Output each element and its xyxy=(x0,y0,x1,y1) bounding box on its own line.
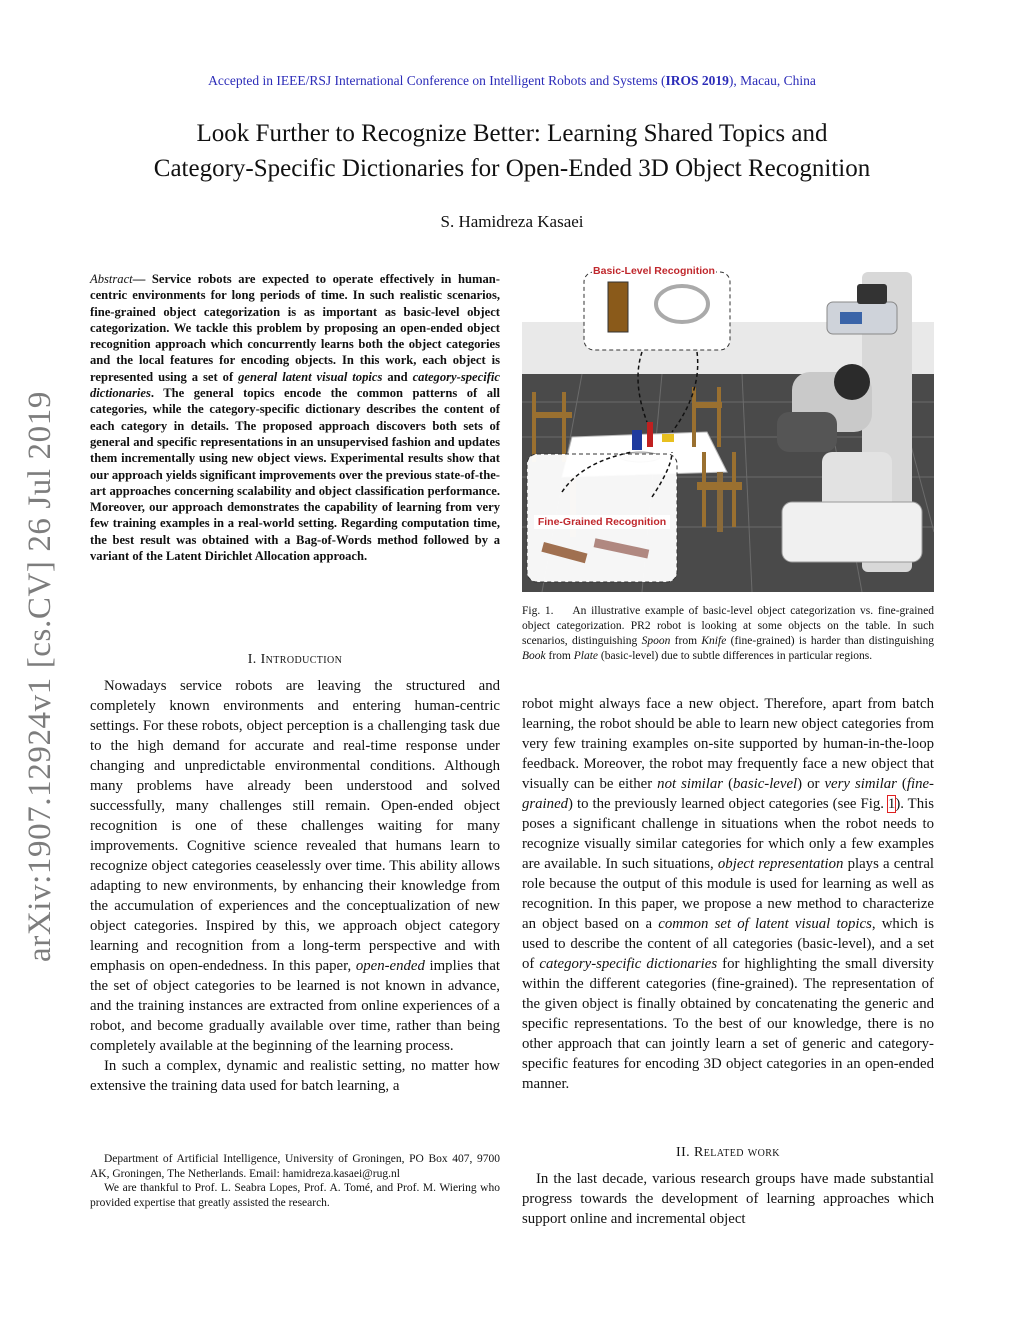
abstract xyxy=(90,271,500,564)
section-heading-related-work: II. Related work xyxy=(676,1145,780,1160)
caption-italic-spoon: Spoon xyxy=(641,635,671,647)
abstract-text-3: . The general topics encode the common patterns of all categories, while the category-specific dictionary describes the content of each category in details. The proposed approach discovers both sets of general and specific representations in an unsupervised fashion and updates them incrementally using new object views. Experimental results show that our approach yields significant improvements over the previous state-of-the-art approaches concerning scalability and object classification performance. Moreover, our approach demonstrates the capability of learning from very few training examples in a real-world setting. Regarding computation time, the best result was obtained with a Bag-of-Words method followed by a variant of the Latent Dirichlet Allocation approach. xyxy=(90,386,500,564)
intro-paragraph-2: In such a complex, dynamic and realistic setting, no matter how extensive the training data used for batch learning, a xyxy=(90,1058,500,1094)
basic-level-label: Basic-Level Recognition xyxy=(593,265,715,277)
title-line-2: Category-Specific Dictionaries for Open-Ended 3D Object Recognition xyxy=(153,155,871,182)
caption-text-3: (fine-grained) is harder than distinguishing xyxy=(726,635,934,647)
rc-text-1: robot might always face a new object. Therefore, apart from batch learning, the robot should be able to learn new object categories from very few training examples on-site supported by human-in-the-loop feedback. Moreover, the robot may frequently face a new object that visually can be either xyxy=(522,696,934,792)
abstract-italic-2: category-specific dictionaries xyxy=(90,369,500,401)
intro-p1-text-a: Nowadays service robots are leaving the structured and completely known environments and entering human-centric settings. For these robots, object perception is a challenging task due to the high demand for accurate and real-time response under changing and unpredictable environmental conditions. Although many problems have already been understood and solved successfully, many challenges still remain. Open-ended object recognition is one of these challenges waiting for many improvements. Cognitive science revealed that humans learn to recognize object categories ceaselessly over time. This ability allows adapting to new environments, by enhancing their knowledge from the accumulation of experiences and the conceptualization of new object categories. Inspired by this, we approach object category learning and recognition from a long-term perspective and with emphasis on open-endedness. In this paper, xyxy=(90,678,500,974)
rc-italic-basic-level: basic-level xyxy=(733,776,798,792)
fine-grained-label: Fine-Grained Recognition xyxy=(537,516,667,528)
footnote-acknowledgement: We are thankful to Prof. L. Seabra Lopes, Prof. A. Tomé, and Prof. M. Wiering who provided expertise that greatly assisted the research. xyxy=(90,1182,500,1209)
introduction-body xyxy=(90,676,500,1096)
rc-text-3: ) or xyxy=(797,776,825,792)
caption-prefix: Fig. 1. xyxy=(522,605,554,617)
rc-text-5: ) to the previously learned object categories (see Fig. xyxy=(568,796,888,812)
caption-italic-book: Book xyxy=(522,650,546,662)
rc-italic-not-similar: not similar xyxy=(657,776,724,792)
paper-title xyxy=(80,116,944,186)
abstract-text-1: Service robots are expected to operate effectively in human-centric environments for long periods of time. In such realistic scenarios, fine-grained object categorization is as important as basic-level object categorization. We tackle this problem by proposing an open-ended object recognition approach which concurrently learns both the object categories and the local features for encoding objects. In this work, each object is represented using a set of xyxy=(90,272,500,384)
rc-italic-common-set: common set of latent visual topics xyxy=(658,916,872,932)
rc-text-6: ). This poses a significant challenge in situations when the robot needs to recognize visually similar categories for which only a few examples are available. In such situations, xyxy=(522,796,934,872)
abstract-italic-1: general latent visual topics xyxy=(238,369,383,384)
figure-caption xyxy=(522,604,934,664)
abstract-label: Abstract xyxy=(90,272,133,286)
caption-text-2: from xyxy=(670,635,702,647)
rc-text-7: plays a central role because the output of this module is used for learning as well as recognition. In this paper, we propose a new method to characterize an object based on a xyxy=(522,856,935,932)
rc-italic-category-specific: category-specific dictionaries xyxy=(539,956,718,972)
abstract-dash: — xyxy=(132,272,152,286)
rc-text-8: , which is used to describe the content of all categories (basic-level), and a set of xyxy=(522,916,934,972)
conference-text-pre: Accepted in IEEE/RSJ International Conference on Intelligent Robots and Systems ( xyxy=(208,73,666,88)
figure-illustration xyxy=(522,262,934,592)
caption-italic-plate: Plate xyxy=(573,650,599,662)
rc-italic-very-similar: very similar xyxy=(824,776,897,792)
rc-italic-fine-grained: fine-grained xyxy=(522,776,934,812)
caption-text-4: from xyxy=(545,650,574,662)
arxiv-stamp: arXiv:1907.12924v1 [cs.CV] 26 Jul 2019 xyxy=(22,391,58,962)
book-icon xyxy=(608,282,628,332)
rc-text-2: ( xyxy=(723,776,734,792)
intro-p1-italic: open-ended xyxy=(355,958,425,974)
conference-acronym: IROS 2019 xyxy=(665,73,729,88)
abstract-text-2: and xyxy=(382,369,413,384)
intro-p1-text-b: implies that the set of object categories to be learned is not known in advance, and the training instances are extracted from online experiences of a robot, and become gradually available over time, rather than being completely available at the beginning of the learning process. xyxy=(90,958,500,1054)
caption-text-5: (basic-level) due to subtle differences in particular regions. xyxy=(598,650,873,662)
footnote-affiliation: Department of Artificial Intelligence, University of Groningen, PO Box 407, 9700 AK, Groningen, The Netherlands. Email: hamidreza.kasaei@rug.nl xyxy=(90,1153,500,1180)
intro-paragraph-1 xyxy=(90,676,500,1056)
author-name: S. Hamidreza Kasaei xyxy=(440,212,584,231)
right-paragraph-1 xyxy=(522,694,934,1094)
related-work-body xyxy=(522,1169,934,1229)
rc-italic-object-representation: object representation xyxy=(717,856,844,872)
conference-line[interactable] xyxy=(0,73,1024,89)
right-column-body xyxy=(522,694,934,1094)
figure-reference-link[interactable]: 1 xyxy=(887,796,896,812)
related-work-paragraph-1: In the last decade, various research groups have made substantial progress towards the development of learning approaches which support online and incremental object xyxy=(522,1171,934,1227)
caption-italic-knife: Knife xyxy=(701,635,727,647)
footnote xyxy=(90,1152,500,1210)
figure-1 xyxy=(522,262,934,592)
conference-text-post: ), Macau, China xyxy=(728,73,816,88)
section-heading-introduction: I. Introduction xyxy=(247,652,343,667)
caption-text-1: An illustrative example of basic-level object categorization vs. fine-grained object categorization. PR2 robot is looking at some objects on the table. In such scenarios, distinguishing xyxy=(522,605,935,647)
title-line-1: Look Further to Recognize Better: Learning Shared Topics and xyxy=(196,120,828,147)
rc-text-4: ( xyxy=(896,776,907,792)
rc-text-9: for highlighting the small diversity within the different categories (fine-grained). The representation of the given object is finally obtained by concatenating the generic and specific representations. To the best of our knowledge, there is no other approach that can jointly learn a set of generic and category-specific features for encoding 3D object categories in an open-ended manner. xyxy=(522,956,935,1092)
